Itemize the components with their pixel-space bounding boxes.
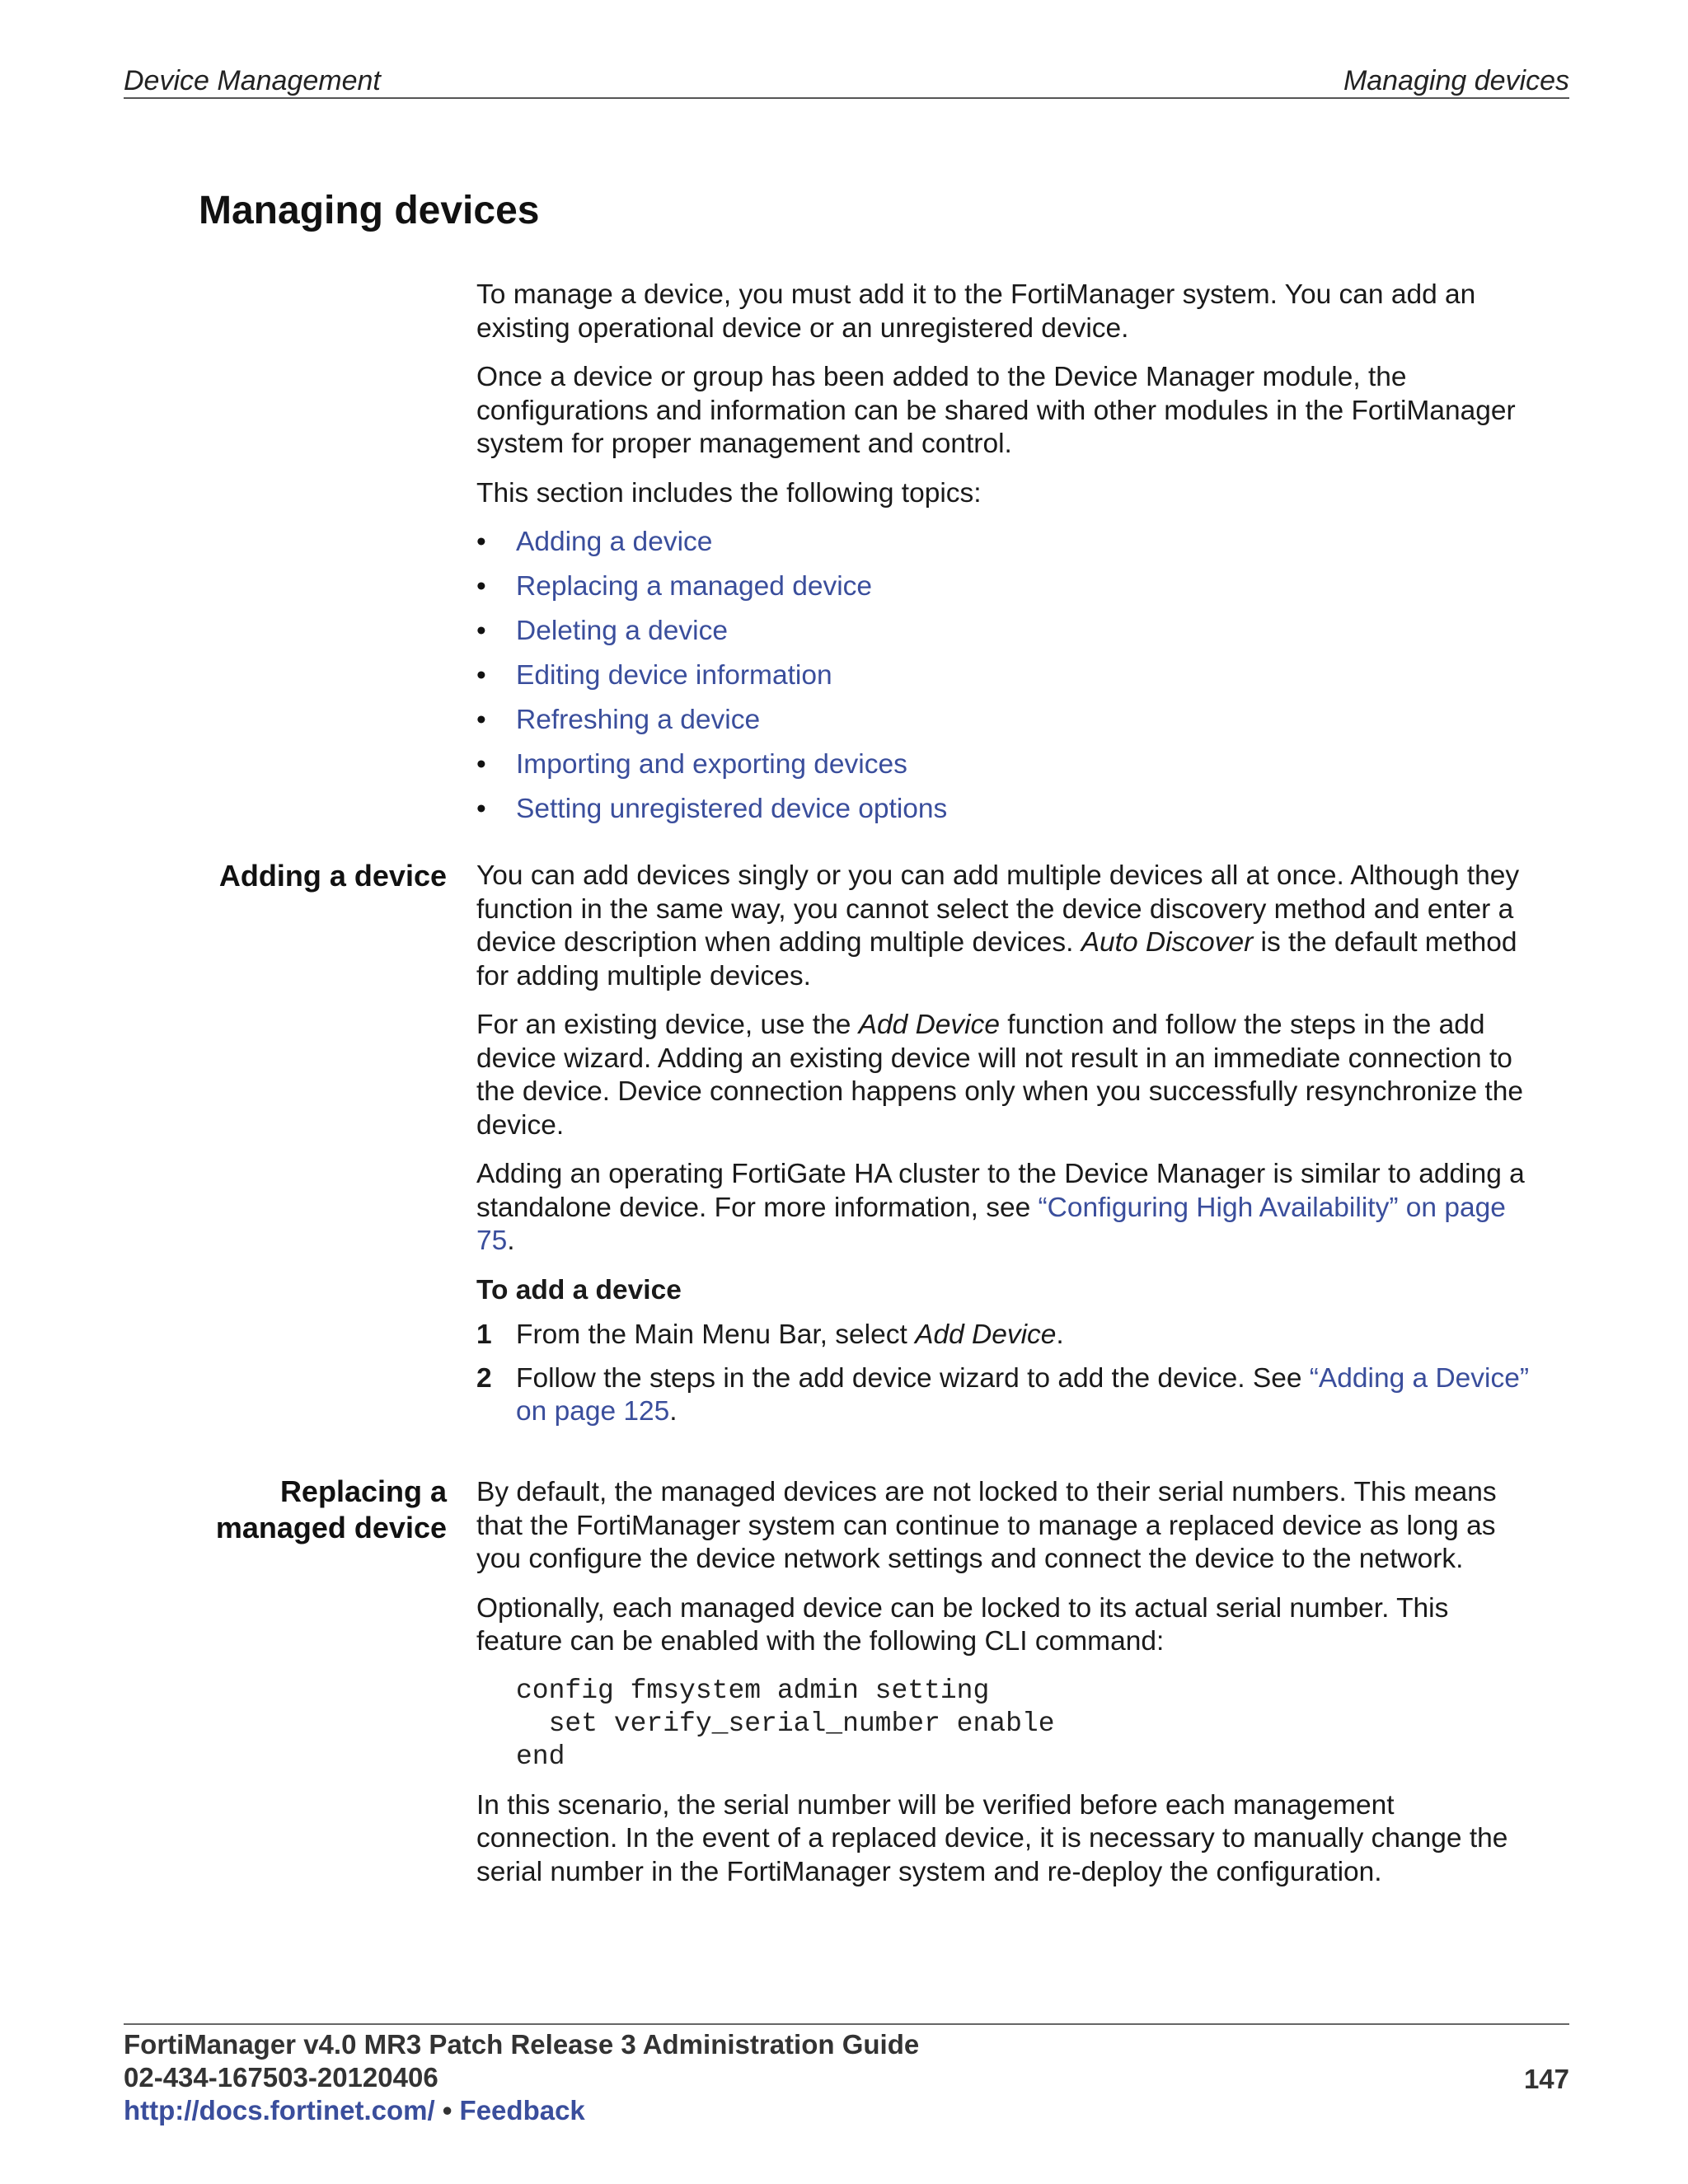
section-heading-replacing-line-1: Replacing a — [279, 1474, 447, 1508]
topic-link-editing[interactable]: • Editing device information — [476, 659, 1540, 693]
topic-link-replacing[interactable]: • Replacing a managed device — [476, 570, 1540, 604]
xref-adding-device-link[interactable]: “Adding a Device” on page 125 — [516, 1362, 1530, 1427]
step-1-emphasis: Add Device — [915, 1319, 1057, 1350]
step-1-text-end: . — [1056, 1319, 1064, 1350]
page-number: 147 — [1523, 2064, 1569, 2094]
adding-p3-text-end: . — [507, 1226, 515, 1256]
adding-paragraph-3 — [476, 1158, 1540, 1258]
xref-ha-link[interactable]: “Configuring High Availability” on page 75 — [476, 1192, 1506, 1256]
footer-guide-title: FortiManager v4.0 MR3 Patch Release 3 Administration Guide — [124, 2029, 920, 2060]
adding-section — [476, 860, 1540, 1445]
adding-p3-text: Adding an operating FortiGate HA cluster to the Device Manager is similar to adding a standalone device. For more information, see — [476, 1159, 1525, 1223]
adding-p1-emphasis: Auto Discover — [1081, 927, 1254, 958]
step-2-text-end: . — [669, 1396, 678, 1427]
topic-link-import-export[interactable]: • Importing and exporting devices — [476, 748, 1540, 782]
page-footer — [124, 2023, 1569, 2127]
footer-separator: • — [434, 2095, 460, 2125]
procedure-title: To add a device — [476, 1274, 682, 1305]
step-1-text: From the Main Menu Bar, select — [516, 1319, 916, 1350]
adding-p2-emphasis: Add Device — [858, 1010, 1000, 1040]
topic-link-deleting[interactable]: • Deleting a device — [476, 615, 1540, 649]
footer-doc-id: 02-434-167503-20120406 — [124, 2062, 438, 2093]
footer-feedback-link[interactable]: Feedback — [459, 2095, 585, 2125]
running-header — [124, 63, 1569, 99]
footer-docs-link[interactable]: http://docs.fortinet.com/ — [124, 2095, 435, 2125]
topic-link-adding[interactable]: • Adding a device — [476, 526, 1540, 560]
topic-link-refreshing[interactable]: • Refreshing a device — [476, 704, 1540, 738]
adding-p1-text: You can add devices singly or you can add multiple devices all at once. Although they function in the same way, you cannot select the device discovery method and enter a device description when adding multiple devices. — [476, 860, 1520, 958]
adding-paragraph-2 — [476, 1009, 1540, 1142]
adding-p1-text-end: is the default method for adding multiple devices. — [476, 927, 1517, 991]
procedure-step-1 — [476, 1319, 1540, 1352]
replacing-paragraph-1: By default, the managed devices are not locked to their serial numbers. This means that the FortiManager system can continue to manage a replaced device as long as you configure the device network settings and connect the device to the network. — [476, 1477, 1497, 1574]
intro-paragraph-1: To manage a device, you must add it to the FortiManager system. You can add an existing operational device or an unregistered device. — [476, 279, 1476, 344]
intro-paragraph-3: This section includes the following topics: — [476, 477, 982, 509]
adding-paragraph-1 — [476, 860, 1540, 993]
step-number-2: 2 — [476, 1362, 492, 1394]
section-heading-replacing-line-2: managed device — [215, 1511, 447, 1544]
page-title: Managing devices — [199, 189, 540, 232]
topic-link-unregistered[interactable]: • Setting unregistered device options — [476, 793, 1540, 827]
topic-list — [476, 526, 1540, 827]
header-section: Managing devices — [1343, 65, 1569, 96]
intro-section — [476, 279, 1540, 842]
step-number-1: 1 — [476, 1319, 492, 1350]
adding-p2-text: For an existing device, use the — [476, 1010, 859, 1040]
procedure-steps — [476, 1319, 1540, 1429]
intro-paragraph-2: Once a device or group has been added to the Device Manager module, the configurations and information can be shared with other modules in the FortiManager system for proper management and control. — [476, 362, 1516, 459]
procedure-step-2 — [476, 1362, 1540, 1429]
replacing-paragraph-2: Optionally, each managed device can be locked to its actual serial number. This feature can be enabled with the following CLI command: — [476, 1592, 1449, 1657]
replacing-paragraph-3: In this scenario, the serial number will be verified before each management connection. In the event of a replaced device, it is necessary to manually change the serial number in the FortiManager system and re-deploy the configuration. — [476, 1789, 1508, 1887]
section-heading-replacing — [124, 1474, 447, 1546]
footer-links — [124, 2094, 1569, 2127]
header-chapter: Device Management — [124, 65, 381, 96]
section-heading-adding: Adding a device — [218, 859, 447, 893]
cli-command-block: config fmsystem admin setting set verify_serial_number enable end — [516, 1675, 1055, 1772]
replacing-section — [476, 1476, 1540, 1905]
adding-p2-text-end: function and follow the steps in the add device wizard. Adding an existing device will not result in an immediate connection to the device. Device connection happens only when you successfully resynchronize the device. — [476, 1010, 1524, 1141]
step-2-text: Follow the steps in the add device wizard to add the device. See — [516, 1362, 1310, 1394]
